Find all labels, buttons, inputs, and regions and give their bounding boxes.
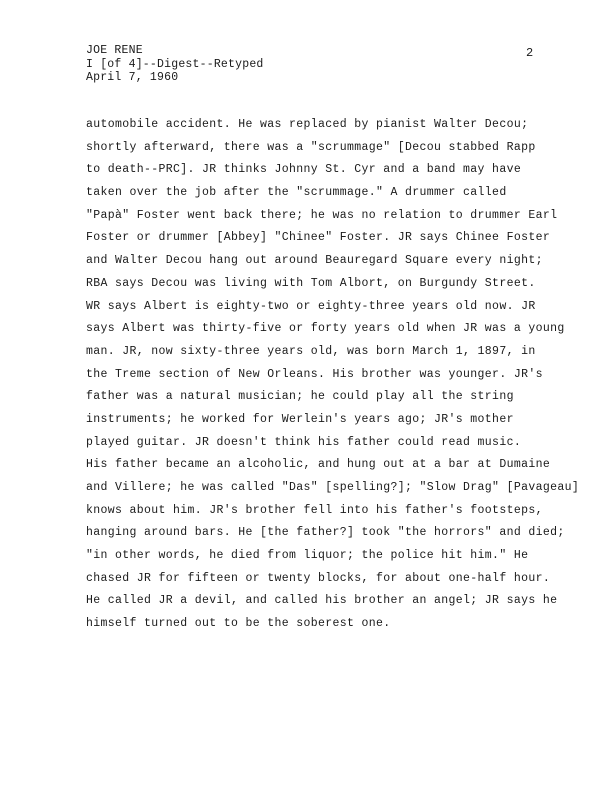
text-line: man. JR, now sixty-three years old, was born March 1, 1897, in (86, 344, 536, 358)
text-line: RBA says Decou was living with Tom Albort, on Burgundy Street. (86, 276, 536, 290)
text-line: "in other words, he died from liquor; the police hit him." He (86, 549, 529, 563)
text-line: instruments; he worked for Werlein's years ago; JR's mother (86, 412, 514, 426)
interview-date: April 7, 1960 (86, 71, 179, 84)
text-line: himself turned out to be the soberest one. (86, 617, 391, 631)
text-line: taken over the job after the "scrummage." A drummer called (86, 186, 507, 200)
text-line: His father became an alcoholic, and hung out at a bar at Dumaine (86, 458, 551, 472)
text-line: WR says Albert is eighty-two or eighty-three years old now. JR (86, 299, 536, 313)
text-line: "Papà" Foster went back there; he was no relation to drummer Earl (86, 208, 558, 222)
document-header (86, 44, 264, 85)
text-line: He called JR a devil, and called his brother an angel; JR says he (86, 594, 558, 608)
page-number: 2 (526, 46, 534, 60)
text-line: father was a natural musician; he could play all the string (86, 390, 514, 404)
text-line: automobile accident. He was replaced by pianist Walter Decou; (86, 118, 529, 131)
text-line: played guitar. JR doesn't think his father could read music. (86, 435, 522, 449)
text-line: chased JR for fifteen or twenty blocks, for about one-half hour. (86, 571, 551, 585)
text-line: says Albert was thirty-five or forty years old when JR was a young (86, 322, 565, 336)
reel-info: I [of 4]--Digest--Retyped (86, 57, 264, 71)
text-line: hanging around bars. He [the father?] took "the horrors" and died; (86, 526, 565, 540)
text-line: and Villere; he was called "Das" [spelling?]; "Slow Drag" [Pavageau] (86, 481, 580, 494)
text-line: shortly afterward, there was a "scrummage" [Decou stabbed Rapp (86, 140, 536, 154)
text-line: knows about him. JR's brother fell into his father's footsteps, (86, 503, 543, 517)
text-line: and Walter Decou hang out around Beauregard Square every night; (86, 254, 543, 268)
interviewee-name: JOE RENE (86, 44, 143, 57)
body-text (86, 114, 586, 636)
text-line: the Treme section of New Orleans. His brother was younger. JR's (86, 367, 543, 381)
text-line: to death--PRC]. JR thinks Johnny St. Cyr and a band may have (86, 163, 522, 177)
text-line: Foster or drummer [Abbey] "Chinee" Foster. JR says Chinee Foster (86, 231, 551, 245)
